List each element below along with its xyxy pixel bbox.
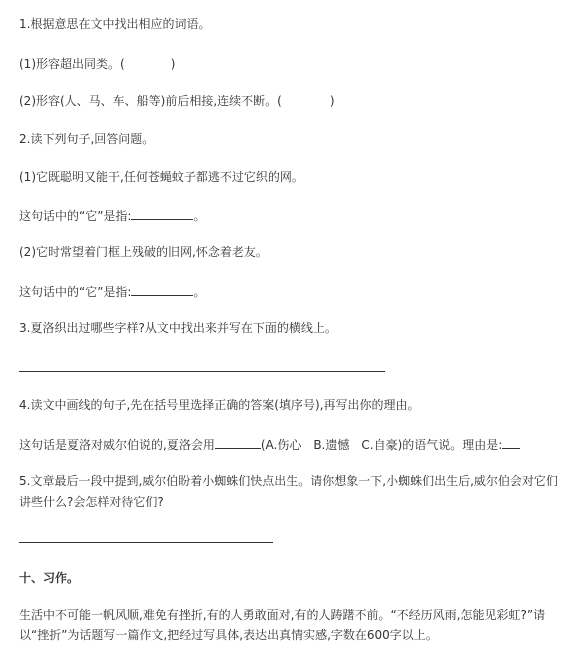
q4-text (19, 436, 520, 453)
q2-answer2 (19, 283, 206, 300)
section10-heading: 十、习作。 (19, 571, 80, 585)
q1-item1-close: ) (170, 57, 176, 71)
q2-title: 2.读下列句子,回答问题。 (19, 132, 155, 146)
q2-answer2-period: 。 (193, 285, 206, 299)
q3-answer-line[interactable] (19, 371, 385, 372)
q2-answer1-label: 这句话中的“它”是指: (19, 209, 132, 223)
q1-item1 (19, 56, 175, 72)
q4-text-b: (A.伤心 B.遗憾 C.自豪)的语气说。理由是: (260, 438, 503, 452)
q1-title: 1.根据意思在文中找出相应的词语。 (19, 17, 211, 31)
q1-item2-close: ) (329, 94, 335, 108)
q1-item1-text: (1)形容超出同类。( (19, 57, 125, 71)
q5-line2: 讲些什么?会怎样对待它们? (19, 495, 164, 509)
q4-choice-blank[interactable] (215, 436, 261, 449)
q2-answer1-period: 。 (193, 209, 206, 223)
q2-answer2-label: 这句话中的“它”是指: (19, 285, 132, 299)
q5-answer-line[interactable] (19, 542, 273, 543)
q1-item2-text: (2)形容(人、马、车、船等)前后相接,连续不断。( (19, 94, 282, 108)
section10-paragraph: 生活中不可能一帆风顺,难免有挫折,有的人勇敢面对,有的人踌躇不前。“不经历风雨,怎能见彩虹?”请以“挫折”为话题写一篇作文,把经过写具体,表达出真情实感,字数在600字以上。 (19, 608, 546, 642)
q2-answer1 (19, 207, 206, 224)
q2-answer2-blank[interactable] (131, 283, 193, 296)
q4-title: 4.读文中画线的句子,先在括号里选择正确的答案(填序号),再写出你的理由。 (19, 398, 420, 412)
q4-reason-blank[interactable] (502, 436, 520, 449)
q2-sentence2: (2)它时常望着门框上残破的旧网,怀念着老友。 (19, 245, 268, 259)
q5-line1: 5.文章最后一段中提到,威尔伯盼着小蜘蛛们快点出生。请你想象一下,小蜘蛛们出生后,威尔伯会对它们 (19, 474, 558, 488)
q2-answer1-blank[interactable] (131, 207, 193, 220)
q1-item2 (19, 93, 335, 109)
q3-title: 3.夏洛织出过哪些字样?从文中找出来并写在下面的横线上。 (19, 321, 337, 335)
q2-sentence1: (1)它既聪明又能干,任何苍蝇蚊子都逃不过它织的网。 (19, 170, 304, 184)
q4-text-a: 这句话是夏洛对威尔伯说的,夏洛会用 (19, 438, 215, 452)
